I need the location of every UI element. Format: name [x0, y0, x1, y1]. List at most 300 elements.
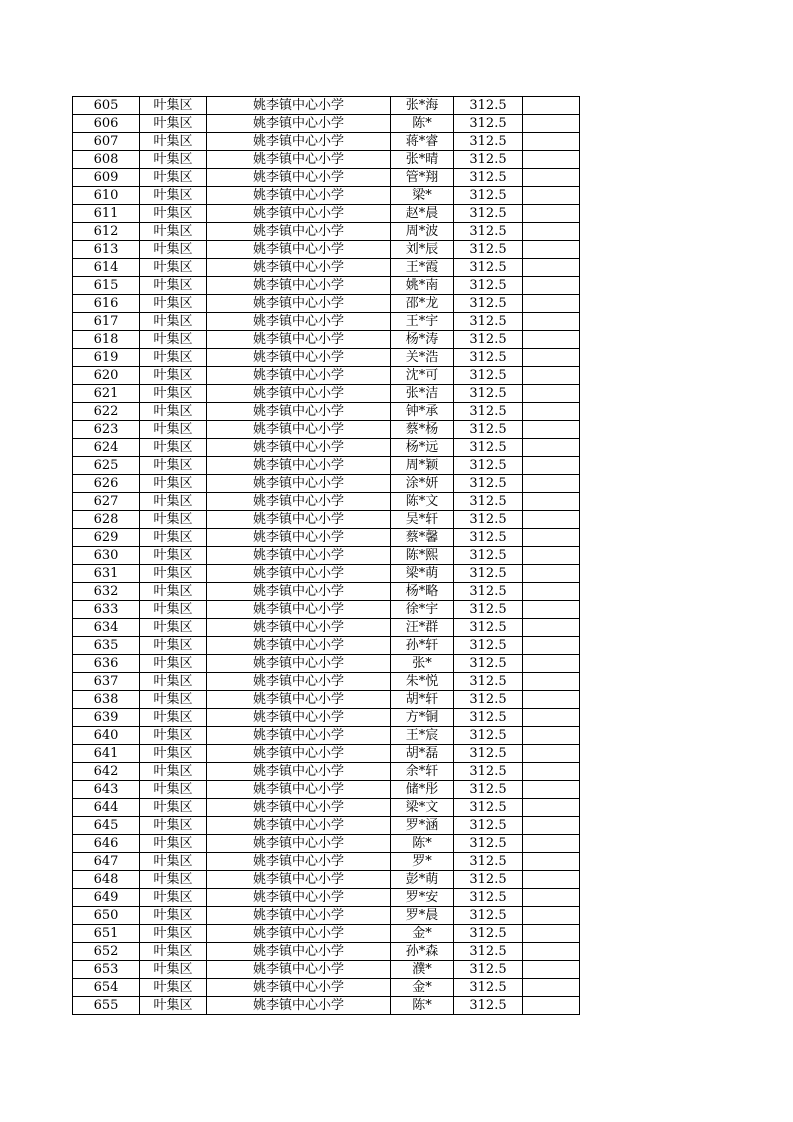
student-name-cell: 管*翔 [391, 169, 454, 187]
score-cell: 312.5 [454, 997, 523, 1015]
row-number-cell: 609 [73, 169, 140, 187]
district-cell: 叶集区 [140, 691, 207, 709]
student-name-cell: 胡*磊 [391, 745, 454, 763]
table-row [73, 727, 580, 745]
student-name-cell: 金* [391, 925, 454, 943]
school-cell: 姚李镇中心小学 [207, 529, 391, 547]
student-name-cell: 徐*宇 [391, 601, 454, 619]
table-row [73, 565, 580, 583]
row-number-cell: 625 [73, 457, 140, 475]
district-cell: 叶集区 [140, 169, 207, 187]
school-cell: 姚李镇中心小学 [207, 619, 391, 637]
empty-cell [523, 835, 580, 853]
school-cell: 姚李镇中心小学 [207, 673, 391, 691]
score-cell: 312.5 [454, 943, 523, 961]
row-number-cell: 624 [73, 439, 140, 457]
score-cell: 312.5 [454, 817, 523, 835]
empty-cell [523, 493, 580, 511]
school-cell: 姚李镇中心小学 [207, 709, 391, 727]
student-name-cell: 梁*萌 [391, 565, 454, 583]
empty-cell [523, 565, 580, 583]
district-cell: 叶集区 [140, 133, 207, 151]
district-cell: 叶集区 [140, 871, 207, 889]
district-cell: 叶集区 [140, 961, 207, 979]
school-cell: 姚李镇中心小学 [207, 889, 391, 907]
student-name-cell: 储*彤 [391, 781, 454, 799]
table-row [73, 259, 580, 277]
table-row [73, 619, 580, 637]
row-number-cell: 623 [73, 421, 140, 439]
table-row [73, 529, 580, 547]
school-cell: 姚李镇中心小学 [207, 997, 391, 1015]
district-cell: 叶集区 [140, 277, 207, 295]
table-row [73, 349, 580, 367]
district-cell: 叶集区 [140, 565, 207, 583]
score-cell: 312.5 [454, 475, 523, 493]
empty-cell [523, 169, 580, 187]
student-name-cell: 梁*文 [391, 799, 454, 817]
score-cell: 312.5 [454, 691, 523, 709]
row-number-cell: 605 [73, 97, 140, 115]
table-row [73, 853, 580, 871]
school-cell: 姚李镇中心小学 [207, 817, 391, 835]
row-number-cell: 654 [73, 979, 140, 997]
school-cell: 姚李镇中心小学 [207, 835, 391, 853]
district-cell: 叶集区 [140, 763, 207, 781]
district-cell: 叶集区 [140, 295, 207, 313]
empty-cell [523, 853, 580, 871]
row-number-cell: 645 [73, 817, 140, 835]
student-name-cell: 蔡*杨 [391, 421, 454, 439]
table-row [73, 601, 580, 619]
empty-cell [523, 331, 580, 349]
score-cell: 312.5 [454, 385, 523, 403]
empty-cell [523, 727, 580, 745]
student-name-cell: 赵*晨 [391, 205, 454, 223]
district-cell: 叶集区 [140, 907, 207, 925]
district-cell: 叶集区 [140, 223, 207, 241]
row-number-cell: 646 [73, 835, 140, 853]
score-cell: 312.5 [454, 133, 523, 151]
score-cell: 312.5 [454, 529, 523, 547]
student-name-cell: 关*浩 [391, 349, 454, 367]
school-cell: 姚李镇中心小学 [207, 871, 391, 889]
school-cell: 姚李镇中心小学 [207, 133, 391, 151]
student-name-cell: 沈*可 [391, 367, 454, 385]
student-name-cell: 陈*熙 [391, 547, 454, 565]
empty-cell [523, 889, 580, 907]
score-cell: 312.5 [454, 295, 523, 313]
score-cell: 312.5 [454, 763, 523, 781]
empty-cell [523, 799, 580, 817]
school-cell: 姚李镇中心小学 [207, 295, 391, 313]
district-cell: 叶集区 [140, 979, 207, 997]
empty-cell [523, 367, 580, 385]
row-number-cell: 608 [73, 151, 140, 169]
row-number-cell: 630 [73, 547, 140, 565]
table-row [73, 97, 580, 115]
school-cell: 姚李镇中心小学 [207, 349, 391, 367]
table-row [73, 817, 580, 835]
row-number-cell: 617 [73, 313, 140, 331]
row-number-cell: 628 [73, 511, 140, 529]
row-number-cell: 610 [73, 187, 140, 205]
table-row [73, 943, 580, 961]
student-name-cell: 罗*晨 [391, 907, 454, 925]
table-row [73, 475, 580, 493]
empty-cell [523, 745, 580, 763]
school-cell: 姚李镇中心小学 [207, 907, 391, 925]
student-name-cell: 张* [391, 655, 454, 673]
row-number-cell: 642 [73, 763, 140, 781]
district-cell: 叶集区 [140, 475, 207, 493]
student-name-cell: 王*宇 [391, 313, 454, 331]
empty-cell [523, 277, 580, 295]
student-name-cell: 罗*安 [391, 889, 454, 907]
district-cell: 叶集区 [140, 889, 207, 907]
empty-cell [523, 709, 580, 727]
empty-cell [523, 673, 580, 691]
score-cell: 312.5 [454, 907, 523, 925]
table-row [73, 979, 580, 997]
empty-cell [523, 457, 580, 475]
student-name-cell: 钟*承 [391, 403, 454, 421]
district-cell: 叶集区 [140, 349, 207, 367]
district-cell: 叶集区 [140, 997, 207, 1015]
row-number-cell: 650 [73, 907, 140, 925]
school-cell: 姚李镇中心小学 [207, 151, 391, 169]
district-cell: 叶集区 [140, 853, 207, 871]
school-cell: 姚李镇中心小学 [207, 169, 391, 187]
row-number-cell: 618 [73, 331, 140, 349]
district-cell: 叶集区 [140, 511, 207, 529]
school-cell: 姚李镇中心小学 [207, 565, 391, 583]
student-name-cell: 罗*涵 [391, 817, 454, 835]
school-cell: 姚李镇中心小学 [207, 943, 391, 961]
empty-cell [523, 349, 580, 367]
row-number-cell: 632 [73, 583, 140, 601]
table-row [73, 835, 580, 853]
school-cell: 姚李镇中心小学 [207, 331, 391, 349]
empty-cell [523, 601, 580, 619]
school-cell: 姚李镇中心小学 [207, 475, 391, 493]
empty-cell [523, 961, 580, 979]
district-cell: 叶集区 [140, 673, 207, 691]
empty-cell [523, 871, 580, 889]
table-row [73, 331, 580, 349]
table-row [73, 511, 580, 529]
score-cell: 312.5 [454, 709, 523, 727]
table-row [73, 691, 580, 709]
score-cell: 312.5 [454, 115, 523, 133]
school-cell: 姚李镇中心小学 [207, 925, 391, 943]
student-name-cell: 刘*辰 [391, 241, 454, 259]
district-cell: 叶集区 [140, 781, 207, 799]
row-number-cell: 633 [73, 601, 140, 619]
score-cell: 312.5 [454, 511, 523, 529]
row-number-cell: 639 [73, 709, 140, 727]
score-cell: 312.5 [454, 151, 523, 169]
row-number-cell: 629 [73, 529, 140, 547]
table-row [73, 493, 580, 511]
results-table [72, 96, 580, 1015]
table-row [73, 547, 580, 565]
student-name-cell: 孙*轩 [391, 637, 454, 655]
score-cell: 312.5 [454, 457, 523, 475]
district-cell: 叶集区 [140, 331, 207, 349]
school-cell: 姚李镇中心小学 [207, 601, 391, 619]
row-number-cell: 641 [73, 745, 140, 763]
row-number-cell: 631 [73, 565, 140, 583]
district-cell: 叶集区 [140, 799, 207, 817]
school-cell: 姚李镇中心小学 [207, 727, 391, 745]
row-number-cell: 638 [73, 691, 140, 709]
row-number-cell: 649 [73, 889, 140, 907]
empty-cell [523, 241, 580, 259]
empty-cell [523, 133, 580, 151]
student-name-cell: 张*晴 [391, 151, 454, 169]
empty-cell [523, 583, 580, 601]
score-cell: 312.5 [454, 781, 523, 799]
score-cell: 312.5 [454, 889, 523, 907]
school-cell: 姚李镇中心小学 [207, 439, 391, 457]
school-cell: 姚李镇中心小学 [207, 781, 391, 799]
score-cell: 312.5 [454, 223, 523, 241]
school-cell: 姚李镇中心小学 [207, 799, 391, 817]
row-number-cell: 616 [73, 295, 140, 313]
district-cell: 叶集区 [140, 943, 207, 961]
school-cell: 姚李镇中心小学 [207, 961, 391, 979]
table-row [73, 925, 580, 943]
empty-cell [523, 475, 580, 493]
student-name-cell: 濮* [391, 961, 454, 979]
table-row [73, 997, 580, 1015]
district-cell: 叶集区 [140, 385, 207, 403]
empty-cell [523, 763, 580, 781]
score-cell: 312.5 [454, 583, 523, 601]
row-number-cell: 647 [73, 853, 140, 871]
table-row [73, 133, 580, 151]
school-cell: 姚李镇中心小学 [207, 187, 391, 205]
table-row [73, 223, 580, 241]
empty-cell [523, 115, 580, 133]
student-name-cell: 杨*涛 [391, 331, 454, 349]
row-number-cell: 614 [73, 259, 140, 277]
empty-cell [523, 259, 580, 277]
score-cell: 312.5 [454, 745, 523, 763]
row-number-cell: 644 [73, 799, 140, 817]
district-cell: 叶集区 [140, 619, 207, 637]
empty-cell [523, 205, 580, 223]
school-cell: 姚李镇中心小学 [207, 853, 391, 871]
score-cell: 312.5 [454, 565, 523, 583]
score-cell: 312.5 [454, 403, 523, 421]
row-number-cell: 634 [73, 619, 140, 637]
empty-cell [523, 619, 580, 637]
student-name-cell: 胡*轩 [391, 691, 454, 709]
district-cell: 叶集区 [140, 745, 207, 763]
school-cell: 姚李镇中心小学 [207, 637, 391, 655]
school-cell: 姚李镇中心小学 [207, 763, 391, 781]
student-name-cell: 张*洁 [391, 385, 454, 403]
score-cell: 312.5 [454, 313, 523, 331]
row-number-cell: 652 [73, 943, 140, 961]
student-name-cell: 王*霞 [391, 259, 454, 277]
row-number-cell: 648 [73, 871, 140, 889]
district-cell: 叶集区 [140, 313, 207, 331]
student-name-cell: 余*轩 [391, 763, 454, 781]
district-cell: 叶集区 [140, 709, 207, 727]
student-name-cell: 吴*轩 [391, 511, 454, 529]
district-cell: 叶集区 [140, 367, 207, 385]
empty-cell [523, 925, 580, 943]
table-row [73, 781, 580, 799]
school-cell: 姚李镇中心小学 [207, 205, 391, 223]
table-row [73, 889, 580, 907]
district-cell: 叶集区 [140, 205, 207, 223]
row-number-cell: 620 [73, 367, 140, 385]
score-cell: 312.5 [454, 799, 523, 817]
empty-cell [523, 97, 580, 115]
score-cell: 312.5 [454, 97, 523, 115]
school-cell: 姚李镇中心小学 [207, 979, 391, 997]
row-number-cell: 637 [73, 673, 140, 691]
score-cell: 312.5 [454, 619, 523, 637]
school-cell: 姚李镇中心小学 [207, 277, 391, 295]
district-cell: 叶集区 [140, 835, 207, 853]
empty-cell [523, 781, 580, 799]
school-cell: 姚李镇中心小学 [207, 493, 391, 511]
score-cell: 312.5 [454, 727, 523, 745]
district-cell: 叶集区 [140, 637, 207, 655]
table-row [73, 637, 580, 655]
table-row [73, 313, 580, 331]
district-cell: 叶集区 [140, 241, 207, 259]
table-row [73, 169, 580, 187]
district-cell: 叶集区 [140, 151, 207, 169]
district-cell: 叶集区 [140, 97, 207, 115]
table-row [73, 367, 580, 385]
district-cell: 叶集区 [140, 439, 207, 457]
student-name-cell: 陈* [391, 997, 454, 1015]
school-cell: 姚李镇中心小学 [207, 367, 391, 385]
student-name-cell: 王*宸 [391, 727, 454, 745]
district-cell: 叶集区 [140, 817, 207, 835]
table-row [73, 115, 580, 133]
score-cell: 312.5 [454, 637, 523, 655]
table-row [73, 583, 580, 601]
school-cell: 姚李镇中心小学 [207, 385, 391, 403]
district-cell: 叶集区 [140, 583, 207, 601]
table-row [73, 673, 580, 691]
district-cell: 叶集区 [140, 493, 207, 511]
empty-cell [523, 439, 580, 457]
empty-cell [523, 907, 580, 925]
school-cell: 姚李镇中心小学 [207, 223, 391, 241]
score-cell: 312.5 [454, 655, 523, 673]
score-cell: 312.5 [454, 367, 523, 385]
score-cell: 312.5 [454, 673, 523, 691]
school-cell: 姚李镇中心小学 [207, 241, 391, 259]
table-row [73, 277, 580, 295]
empty-cell [523, 151, 580, 169]
student-name-cell: 涂*妍 [391, 475, 454, 493]
row-number-cell: 636 [73, 655, 140, 673]
row-number-cell: 655 [73, 997, 140, 1015]
student-name-cell: 杨*略 [391, 583, 454, 601]
table-row [73, 187, 580, 205]
school-cell: 姚李镇中心小学 [207, 313, 391, 331]
score-cell: 312.5 [454, 205, 523, 223]
score-cell: 312.5 [454, 259, 523, 277]
empty-cell [523, 313, 580, 331]
row-number-cell: 626 [73, 475, 140, 493]
district-cell: 叶集区 [140, 727, 207, 745]
school-cell: 姚李镇中心小学 [207, 655, 391, 673]
empty-cell [523, 223, 580, 241]
student-name-cell: 陈*文 [391, 493, 454, 511]
empty-cell [523, 187, 580, 205]
student-name-cell: 姚*南 [391, 277, 454, 295]
student-name-cell: 梁* [391, 187, 454, 205]
student-name-cell: 彭*萌 [391, 871, 454, 889]
school-cell: 姚李镇中心小学 [207, 511, 391, 529]
district-cell: 叶集区 [140, 115, 207, 133]
score-cell: 312.5 [454, 925, 523, 943]
table-row [73, 421, 580, 439]
district-cell: 叶集区 [140, 529, 207, 547]
student-name-cell: 陈* [391, 115, 454, 133]
table-row [73, 385, 580, 403]
empty-cell [523, 529, 580, 547]
student-name-cell: 汪*群 [391, 619, 454, 637]
empty-cell [523, 547, 580, 565]
district-cell: 叶集区 [140, 925, 207, 943]
row-number-cell: 627 [73, 493, 140, 511]
district-cell: 叶集区 [140, 457, 207, 475]
empty-cell [523, 817, 580, 835]
student-name-cell: 方*铜 [391, 709, 454, 727]
row-number-cell: 615 [73, 277, 140, 295]
student-name-cell: 邵*龙 [391, 295, 454, 313]
row-number-cell: 611 [73, 205, 140, 223]
score-cell: 312.5 [454, 421, 523, 439]
table-row [73, 295, 580, 313]
empty-cell [523, 979, 580, 997]
row-number-cell: 612 [73, 223, 140, 241]
student-name-cell: 蔡*馨 [391, 529, 454, 547]
table-row [73, 205, 580, 223]
table-row [73, 655, 580, 673]
district-cell: 叶集区 [140, 655, 207, 673]
row-number-cell: 635 [73, 637, 140, 655]
empty-cell [523, 637, 580, 655]
school-cell: 姚李镇中心小学 [207, 97, 391, 115]
row-number-cell: 643 [73, 781, 140, 799]
district-cell: 叶集区 [140, 259, 207, 277]
row-number-cell: 619 [73, 349, 140, 367]
row-number-cell: 653 [73, 961, 140, 979]
table-row [73, 871, 580, 889]
district-cell: 叶集区 [140, 187, 207, 205]
score-cell: 312.5 [454, 169, 523, 187]
school-cell: 姚李镇中心小学 [207, 403, 391, 421]
row-number-cell: 606 [73, 115, 140, 133]
score-cell: 312.5 [454, 547, 523, 565]
table-row [73, 403, 580, 421]
school-cell: 姚李镇中心小学 [207, 259, 391, 277]
score-cell: 312.5 [454, 961, 523, 979]
